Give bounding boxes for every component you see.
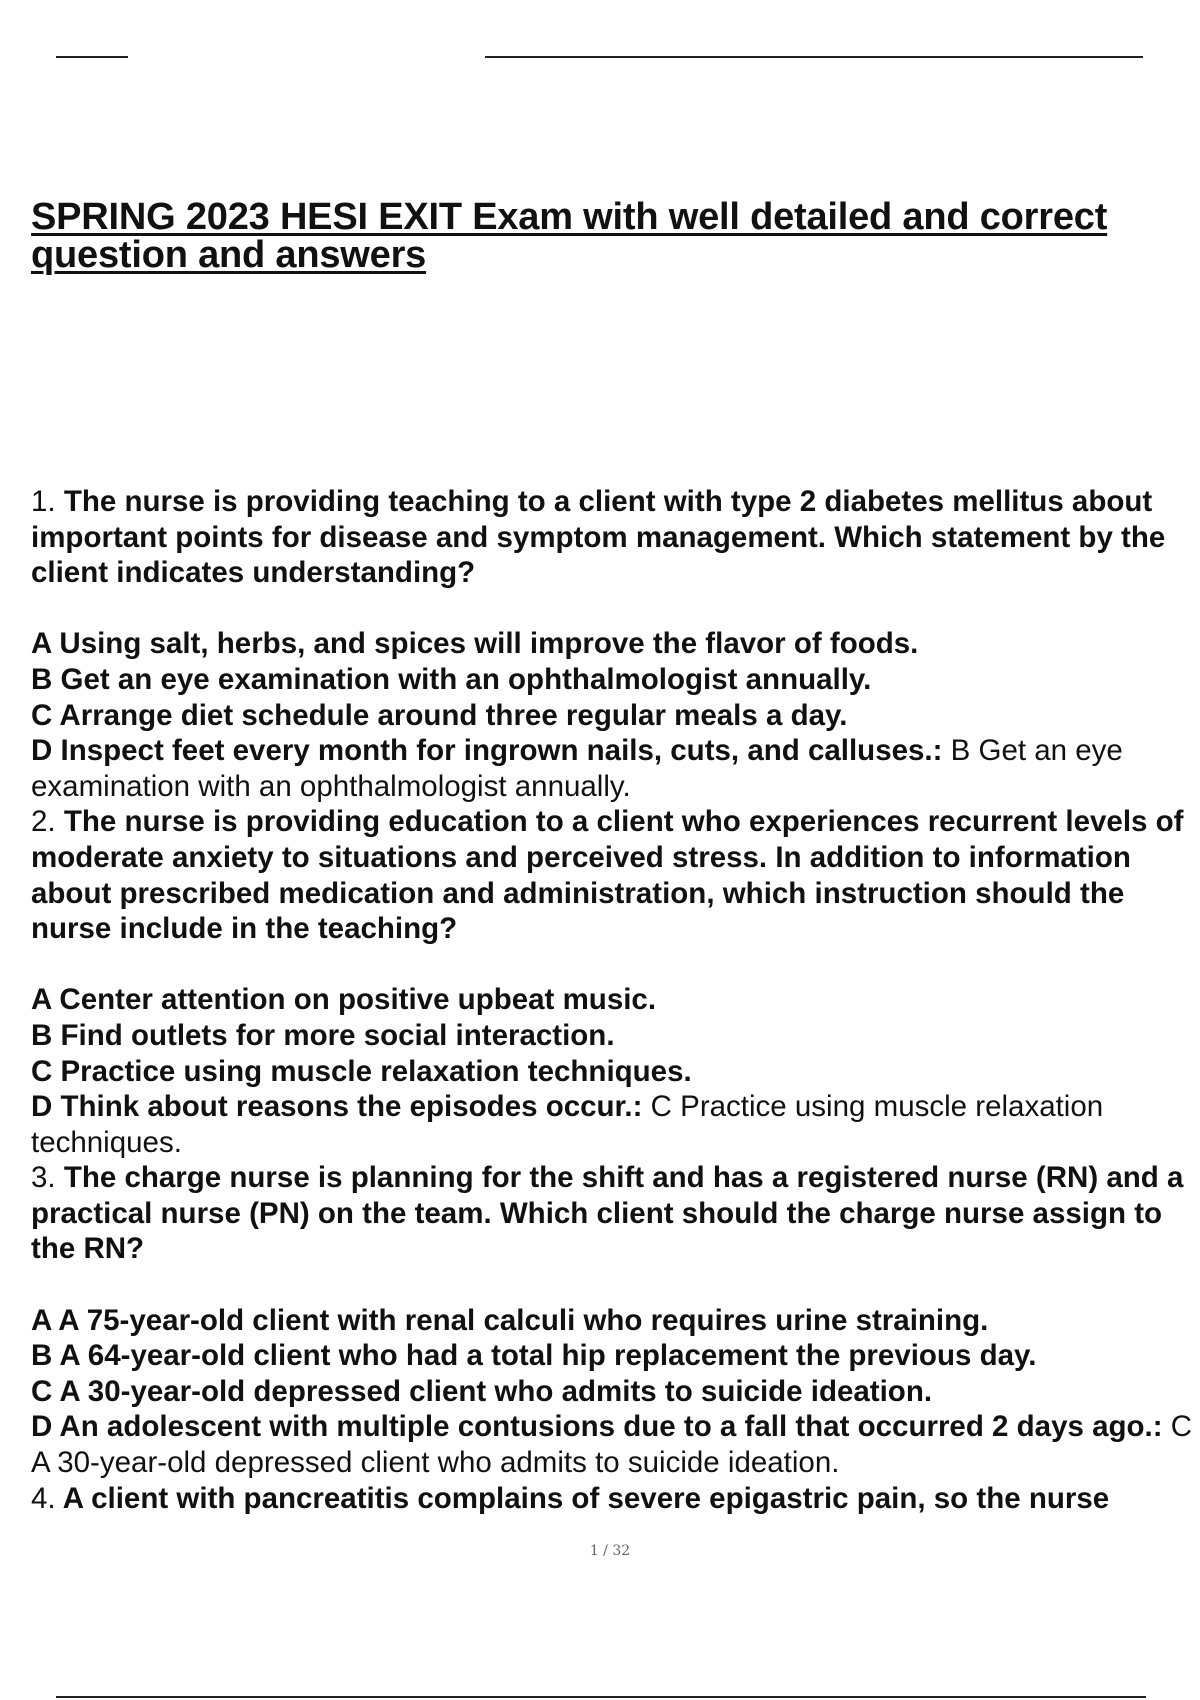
question-stem: The charge nurse is planning for the shift and has a registered nurse (RN) and a practical nurse (PN) on the team. Which client should the charge nurse assign to the RN? [31, 1161, 1184, 1266]
question-text [31, 1160, 1200, 1267]
answer-options [31, 1303, 1200, 1481]
footer-rule [56, 1696, 1146, 1698]
option-a: A Using salt, herbs, and spices will improve the flavor of foods. [31, 627, 919, 661]
option-c: C A 30-year-old depressed client who admits to suicide ideation. [31, 1374, 933, 1408]
question-block-4 [31, 1481, 1200, 1517]
question-text [31, 1481, 1200, 1517]
option-b: B Find outlets for more social interaction. [31, 1018, 615, 1052]
header-rule-left [56, 56, 128, 58]
question-text [31, 804, 1200, 946]
correct-answer: B Get an eye examination with an ophthalmologist annually. [31, 734, 1123, 803]
option-d-text: D Think about reasons the episodes occur.: [31, 1090, 643, 1124]
question-number: 3. [31, 1161, 56, 1195]
correct-answer: C A 30-year-old depressed client who admits to suicide ideation. [31, 1410, 1193, 1480]
question-number: 1. [31, 485, 56, 518]
answer-options [31, 626, 1200, 804]
correct-answer: C Practice using muscle relaxation techniques. [31, 1090, 1104, 1159]
question-text [31, 484, 1200, 591]
option-d-text: D An adolescent with multiple contusions due to a fall that occurred 2 days ago.: [31, 1410, 1163, 1444]
option-a: A A 75-year-old client with renal calculi who requires urine straining. [31, 1303, 989, 1337]
question-stem: The nurse is providing education to a client who experiences recurrent levels of moderate anxiety to situations and perceived stress. In addition to information about prescribed medication and administration, which instruction should the nurse include in the teaching? [31, 805, 1184, 946]
question-stem: A client with pancreatitis complains of severe epigastric pain, so the nurse [62, 1481, 1110, 1515]
question-block-3 [31, 1160, 1200, 1480]
option-d-text: D Inspect feet every month for ingrown nails, cuts, and calluses.: [31, 734, 943, 768]
option-d [31, 733, 1200, 804]
answer-options [31, 982, 1200, 1160]
document-title: SPRING 2023 HESI EXIT Exam with well detailed and correct question and answers [31, 196, 1108, 276]
option-d [31, 1409, 1200, 1480]
question-number: 4. [31, 1481, 56, 1515]
option-b: B Get an eye examination with an ophthalmologist annually. [31, 662, 872, 696]
question-number: 2. [31, 805, 56, 839]
page-number: 1 / 32 [589, 1543, 631, 1559]
option-c: C Arrange diet schedule around three regular meals a day. [31, 698, 848, 732]
option-d [31, 1089, 1200, 1160]
option-c: C Practice using muscle relaxation techniques. [31, 1054, 692, 1088]
header-rule-right [485, 56, 1143, 58]
question-block-1 [31, 484, 1200, 804]
option-b: B A 64-year-old client who had a total hip replacement the previous day. [31, 1339, 1037, 1373]
question-block-2 [31, 804, 1200, 1160]
option-a: A Center attention on positive upbeat music. [31, 983, 657, 1017]
question-stem: The nurse is providing teaching to a client with type 2 diabetes mellitus about important points for disease and symptom management. Which statement by the client indicates understanding? [31, 485, 1166, 590]
document-body [31, 484, 1200, 1516]
